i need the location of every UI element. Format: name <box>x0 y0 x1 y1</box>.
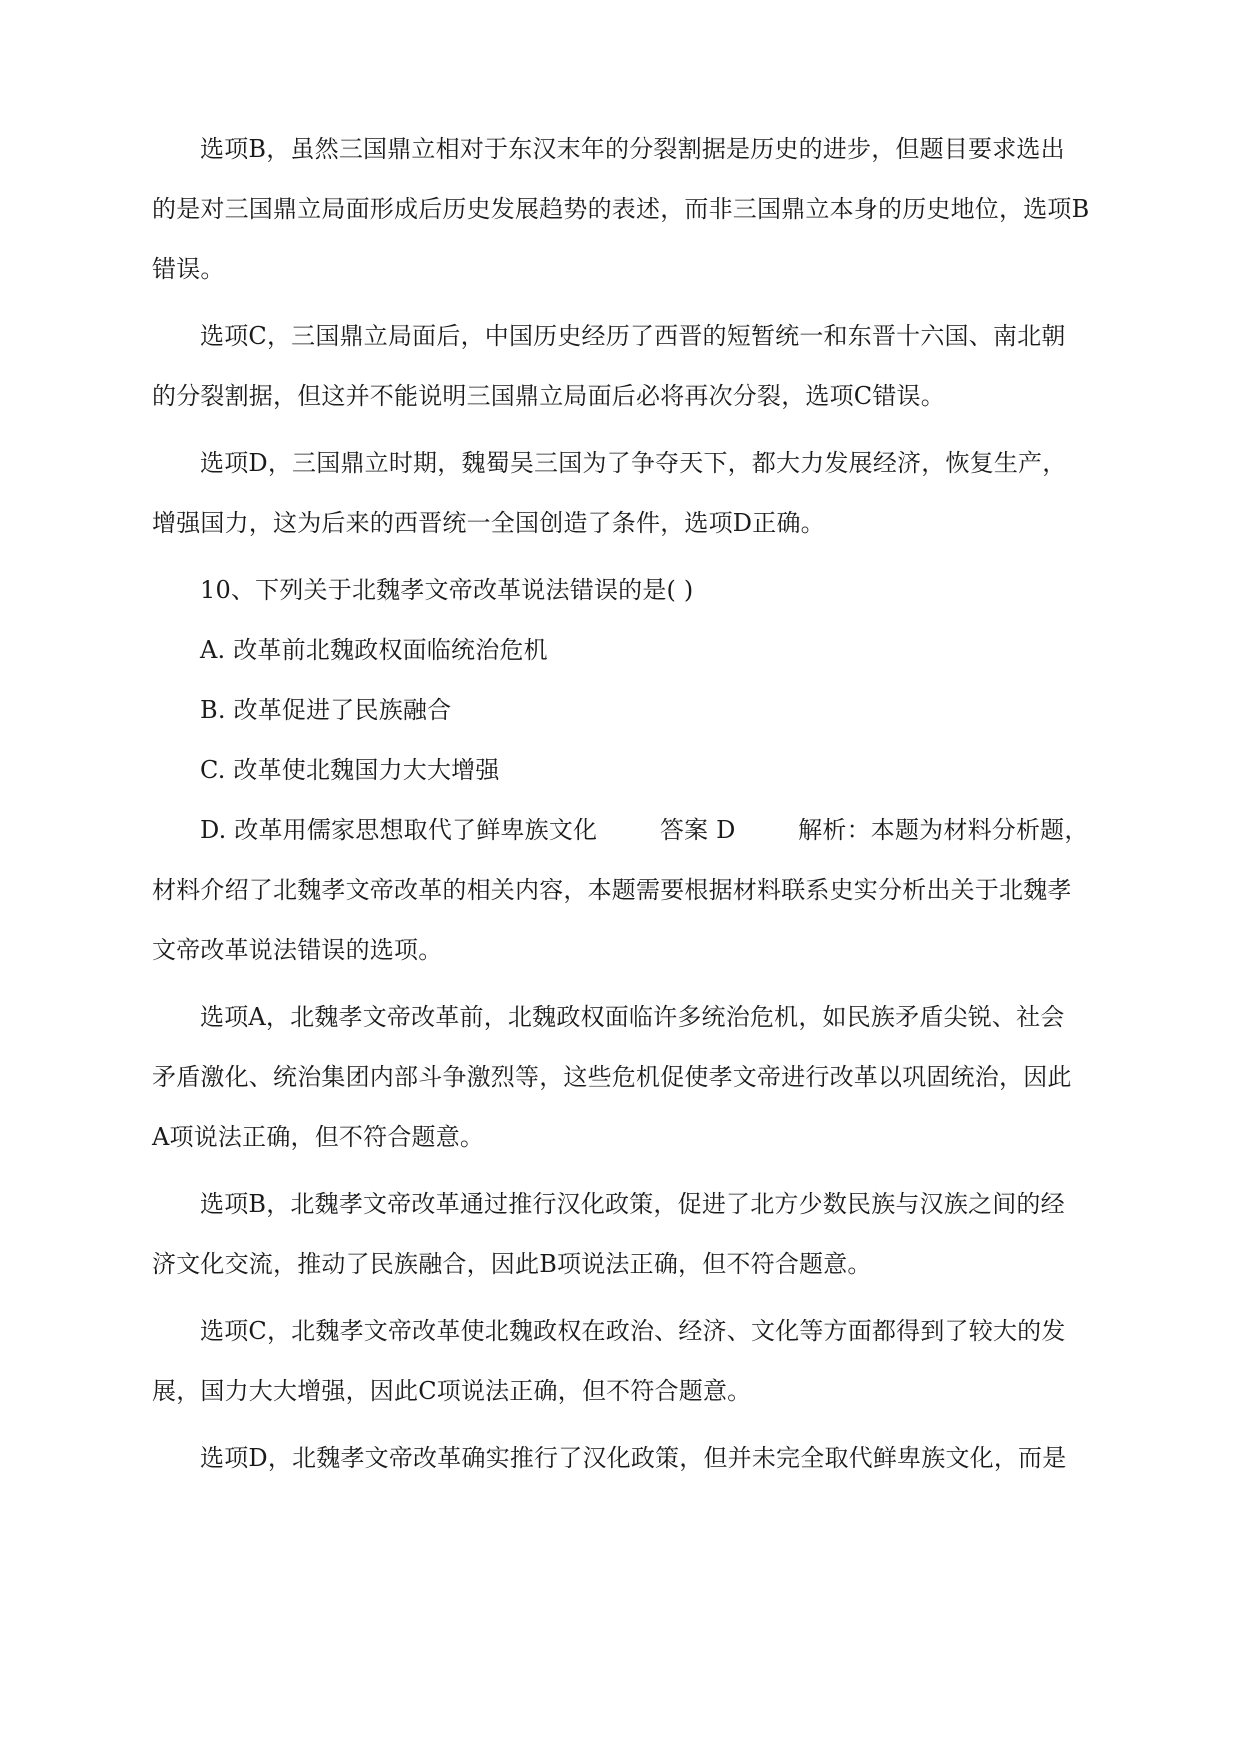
text-line: 选项D，三国鼎立时期，魏蜀吴三国为了争夺天下，都大力发展经济，恢复生产， <box>200 449 1067 477</box>
text-line: 选项D，北魏孝文帝改革确实推行了汉化政策，但并未完全取代鲜卑族文化，而是 <box>200 1444 1067 1472</box>
option-a: A. 改革前北魏政权面临统治危机 <box>200 636 548 664</box>
text-line: 错误。 <box>152 255 225 283</box>
text-line: 矛盾激化、统治集团内部斗争激烈等，这些危机促使孝文帝进行改革以巩固统治，因此 <box>152 1063 1072 1091</box>
text-line: 展，国力大大增强，因此C项说法正确，但不符合题意。 <box>152 1377 752 1405</box>
option-c: C. 改革使北魏国力大大增强 <box>200 756 500 784</box>
text-line: 的分裂割据，但这并不能说明三国鼎立局面后必将再次分裂，选项C错误。 <box>152 382 945 410</box>
text-line: 选项A，北魏孝文帝改革前，北魏政权面临许多统治危机，如民族矛盾尖锐、社会 <box>200 1003 1065 1031</box>
option-b: B. 改革促进了民族融合 <box>200 696 452 724</box>
text-line: 选项C，三国鼎立局面后，中国历史经历了西晋的短暂统一和东晋十六国、南北朝 <box>200 322 1066 350</box>
text-line: 文帝改革说法错误的选项。 <box>152 936 443 964</box>
text-line: 增强国力，这为后来的西晋统一全国创造了条件，选项D正确。 <box>152 509 825 537</box>
text-line: A项说法正确，但不符合题意。 <box>152 1123 485 1151</box>
option-d-answer: D. 改革用儒家思想取代了鲜卑族文化 答案 D 解析：本题为材料分析题， <box>200 816 1089 844</box>
text-line: 材料介绍了北魏孝文帝改革的相关内容，本题需要根据材料联系史实分析出关于北魏孝 <box>152 876 1072 904</box>
text-line: 的是对三国鼎立局面形成后历史发展趋势的表述，而非三国鼎立本身的历史地位，选项B <box>152 195 1090 223</box>
text-line: 选项C，北魏孝文帝改革使北魏政权在政治、经济、文化等方面都得到了较大的发 <box>200 1317 1066 1345</box>
question-title: 10、下列关于北魏孝文帝改革说法错误的是( ) <box>200 576 694 604</box>
text-line: 选项B，北魏孝文帝改革通过推行汉化政策，促进了北方少数民族与汉族之间的经 <box>200 1190 1065 1218</box>
text-line: 济文化交流，推动了民族融合，因此B项说法正确，但不符合题意。 <box>152 1250 872 1278</box>
text-line: 选项B，虽然三国鼎立相对于东汉末年的分裂割据是历史的进步，但题目要求选出 <box>200 135 1065 163</box>
